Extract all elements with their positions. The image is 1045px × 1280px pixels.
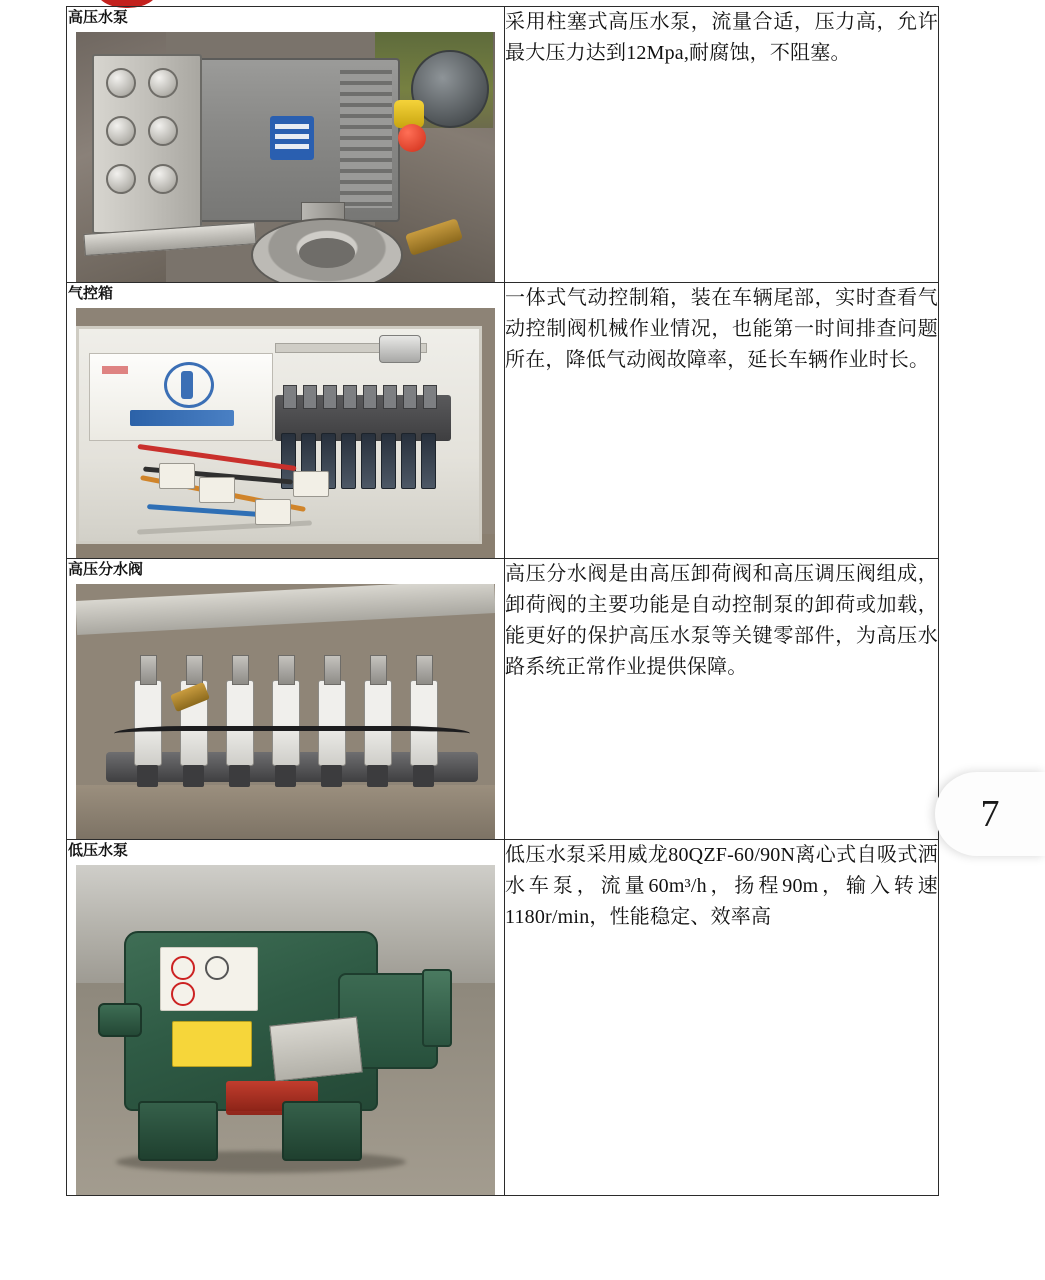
high-pressure-plunger-pump-photo (76, 32, 495, 282)
low-pressure-water-pump-photo (76, 865, 495, 1195)
description-cell (505, 559, 939, 840)
component-description: 低压水泵采用威龙80QZF-60/90N离心式自吸式洒水车泵，流量60m³/h，扬程90m，输入转速1180r/min，性能稳定、效率高 (505, 844, 938, 928)
spec-table (66, 6, 939, 1196)
image-cell (67, 840, 505, 1196)
component-title: 低压水泵 (68, 841, 129, 859)
component-description: 高压分水阀是由高压卸荷阀和高压调压阀组成，卸荷阀的主要功能是自动控制泵的卸荷或加载，能更好的保护高压水泵等关键零部件，为高压水路系统正常作业提供保障。 (505, 563, 938, 678)
description-cell (505, 840, 939, 1196)
component-title: 气控箱 (68, 284, 114, 302)
component-title: 高压水泵 (68, 8, 129, 26)
table-row (67, 7, 939, 283)
description-cell (505, 7, 939, 283)
component-description: 采用柱塞式高压水泵，流量合适，压力高，允许最大压力达到12Mpa,耐腐蚀，不阻塞。 (505, 11, 938, 64)
pneumatic-control-box-photo (76, 308, 495, 558)
page-number-indicator: 7 (935, 772, 1045, 856)
component-title: 高压分水阀 (68, 560, 144, 578)
table-row (67, 283, 939, 559)
high-pressure-distribution-valve-photo (76, 584, 495, 839)
description-cell (505, 283, 939, 559)
image-cell (67, 283, 505, 559)
image-cell (67, 7, 505, 283)
table-row (67, 840, 939, 1196)
table-row (67, 559, 939, 840)
image-cell (67, 559, 505, 840)
component-description: 一体式气动控制箱，装在车辆尾部，实时查看气动控制阀机械作业情况，也能第一时间排查问题所在，降低气动阀故障率，延长车辆作业时长。 (505, 287, 938, 371)
